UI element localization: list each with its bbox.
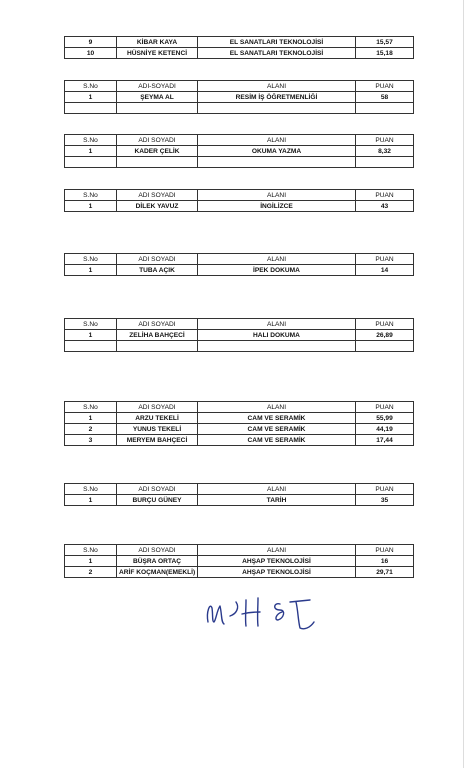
empty-cell <box>198 157 356 168</box>
header-name-cell: ADI-SOYADI <box>117 81 198 92</box>
score-cell: 17,44 <box>356 435 414 446</box>
name-cell: ARİF KOÇMAN(EMEKLİ) <box>117 567 198 578</box>
table-header-row <box>65 135 414 146</box>
name-cell: ZELİHA BAHÇECİ <box>117 330 198 341</box>
name-cell: YUNUS TEKELİ <box>117 424 198 435</box>
header-field-cell: ALANI <box>198 190 356 201</box>
header-name-cell: ADI SOYADI <box>117 402 198 413</box>
empty-cell <box>65 157 117 168</box>
empty-table-row <box>65 157 414 168</box>
header-sno-cell: S.No <box>65 81 117 92</box>
field-cell: İPEK DOKUMA <box>198 265 356 276</box>
header-field-cell: ALANI <box>198 319 356 330</box>
score-cell: 16 <box>356 556 414 567</box>
field-cell: CAM VE SERAMİK <box>198 424 356 435</box>
score-cell: 15,18 <box>356 48 414 59</box>
field-cell: EL SANATLARI TEKNOLOJİSİ <box>198 37 356 48</box>
score-cell: 43 <box>356 201 414 212</box>
name-cell: ARZU TEKELİ <box>117 413 198 424</box>
table-row <box>65 435 414 446</box>
score-cell: 8,32 <box>356 146 414 157</box>
table-header-row <box>65 190 414 201</box>
score-table <box>64 544 414 578</box>
field-cell: HALI DOKUMA <box>198 330 356 341</box>
header-field-cell: ALANI <box>198 484 356 495</box>
header-score-cell: PUAN <box>356 402 414 413</box>
empty-cell <box>65 341 117 352</box>
header-sno-cell: S.No <box>65 484 117 495</box>
header-sno-cell: S.No <box>65 190 117 201</box>
name-cell: KADER ÇELİK <box>117 146 198 157</box>
table-row <box>65 567 414 578</box>
header-sno-cell: S.No <box>65 319 117 330</box>
sno-cell: 1 <box>65 330 117 341</box>
name-cell: TUBA AÇIK <box>117 265 198 276</box>
header-field-cell: ALANI <box>198 254 356 265</box>
header-name-cell: ADI SOYADI <box>117 484 198 495</box>
header-name-cell: ADI SOYADI <box>117 319 198 330</box>
field-cell: TARİH <box>198 495 356 506</box>
table-row <box>65 413 414 424</box>
empty-cell <box>356 103 414 114</box>
table-row <box>65 201 414 212</box>
sno-cell: 3 <box>65 435 117 446</box>
table-row <box>65 265 414 276</box>
table-header-row <box>65 402 414 413</box>
name-cell: ŞEYMA AL <box>117 92 198 103</box>
field-cell: AHŞAP TEKNOLOJİSİ <box>198 556 356 567</box>
header-sno-cell: S.No <box>65 135 117 146</box>
score-cell: 15,57 <box>356 37 414 48</box>
field-cell: İNGİLİZCE <box>198 201 356 212</box>
header-score-cell: PUAN <box>356 190 414 201</box>
header-score-cell: PUAN <box>356 254 414 265</box>
empty-cell <box>117 341 198 352</box>
name-cell: HÜSNİYE KETENCİ <box>117 48 198 59</box>
header-sno-cell: S.No <box>65 545 117 556</box>
header-name-cell: ADI SOYADI <box>117 545 198 556</box>
header-field-cell: ALANI <box>198 402 356 413</box>
table-row <box>65 48 414 59</box>
sno-cell: 1 <box>65 556 117 567</box>
table-row <box>65 37 414 48</box>
name-cell: KİBAR KAYA <box>117 37 198 48</box>
score-table <box>64 318 414 352</box>
sno-cell: 1 <box>65 495 117 506</box>
sno-cell: 1 <box>65 201 117 212</box>
name-cell: BURÇU GÜNEY <box>117 495 198 506</box>
field-cell: OKUMA YAZMA <box>198 146 356 157</box>
table-row <box>65 92 414 103</box>
empty-cell <box>117 103 198 114</box>
header-name-cell: ADI SOYADI <box>117 254 198 265</box>
score-table <box>64 36 414 59</box>
field-cell: CAM VE SERAMİK <box>198 435 356 446</box>
header-sno-cell: S.No <box>65 402 117 413</box>
field-cell: EL SANATLARI TEKNOLOJİSİ <box>198 48 356 59</box>
table-row <box>65 330 414 341</box>
score-table <box>64 483 414 506</box>
header-name-cell: ADI SOYADI <box>117 190 198 201</box>
table-row <box>65 424 414 435</box>
score-cell: 44,19 <box>356 424 414 435</box>
table-row <box>65 146 414 157</box>
score-cell: 58 <box>356 92 414 103</box>
score-cell: 14 <box>356 265 414 276</box>
header-field-cell: ALANI <box>198 545 356 556</box>
field-cell: CAM VE SERAMİK <box>198 413 356 424</box>
header-field-cell: ALANI <box>198 81 356 92</box>
table-header-row <box>65 319 414 330</box>
header-score-cell: PUAN <box>356 81 414 92</box>
name-cell: BÜŞRA ORTAÇ <box>117 556 198 567</box>
empty-cell <box>117 157 198 168</box>
header-score-cell: PUAN <box>356 484 414 495</box>
score-cell: 55,99 <box>356 413 414 424</box>
score-table <box>64 189 414 212</box>
header-score-cell: PUAN <box>356 135 414 146</box>
name-cell: MERYEM BAHÇECİ <box>117 435 198 446</box>
table-row <box>65 556 414 567</box>
table-header-row <box>65 545 414 556</box>
sno-cell: 9 <box>65 37 117 48</box>
page-edge <box>463 0 464 768</box>
name-cell: DİLEK YAVUZ <box>117 201 198 212</box>
sno-cell: 10 <box>65 48 117 59</box>
header-field-cell: ALANI <box>198 135 356 146</box>
empty-table-row <box>65 103 414 114</box>
field-cell: RESİM İŞ ÖĞRETMENLİĞİ <box>198 92 356 103</box>
sno-cell: 1 <box>65 413 117 424</box>
empty-cell <box>65 103 117 114</box>
score-table <box>64 401 414 446</box>
sno-cell: 2 <box>65 424 117 435</box>
empty-cell <box>198 341 356 352</box>
sno-cell: 2 <box>65 567 117 578</box>
table-header-row <box>65 484 414 495</box>
signature-icon <box>200 592 320 636</box>
score-table <box>64 253 414 276</box>
header-score-cell: PUAN <box>356 319 414 330</box>
sno-cell: 1 <box>65 92 117 103</box>
empty-cell <box>356 341 414 352</box>
table-header-row <box>65 81 414 92</box>
table-header-row <box>65 254 414 265</box>
header-name-cell: ADI SOYADI <box>117 135 198 146</box>
score-cell: 26,89 <box>356 330 414 341</box>
header-sno-cell: S.No <box>65 254 117 265</box>
table-row <box>65 495 414 506</box>
header-score-cell: PUAN <box>356 545 414 556</box>
field-cell: AHŞAP TEKNOLOJİSİ <box>198 567 356 578</box>
sno-cell: 1 <box>65 265 117 276</box>
score-cell: 29,71 <box>356 567 414 578</box>
empty-cell <box>198 103 356 114</box>
sno-cell: 1 <box>65 146 117 157</box>
empty-cell <box>356 157 414 168</box>
score-cell: 35 <box>356 495 414 506</box>
score-table <box>64 134 414 168</box>
score-table <box>64 80 414 114</box>
empty-table-row <box>65 341 414 352</box>
